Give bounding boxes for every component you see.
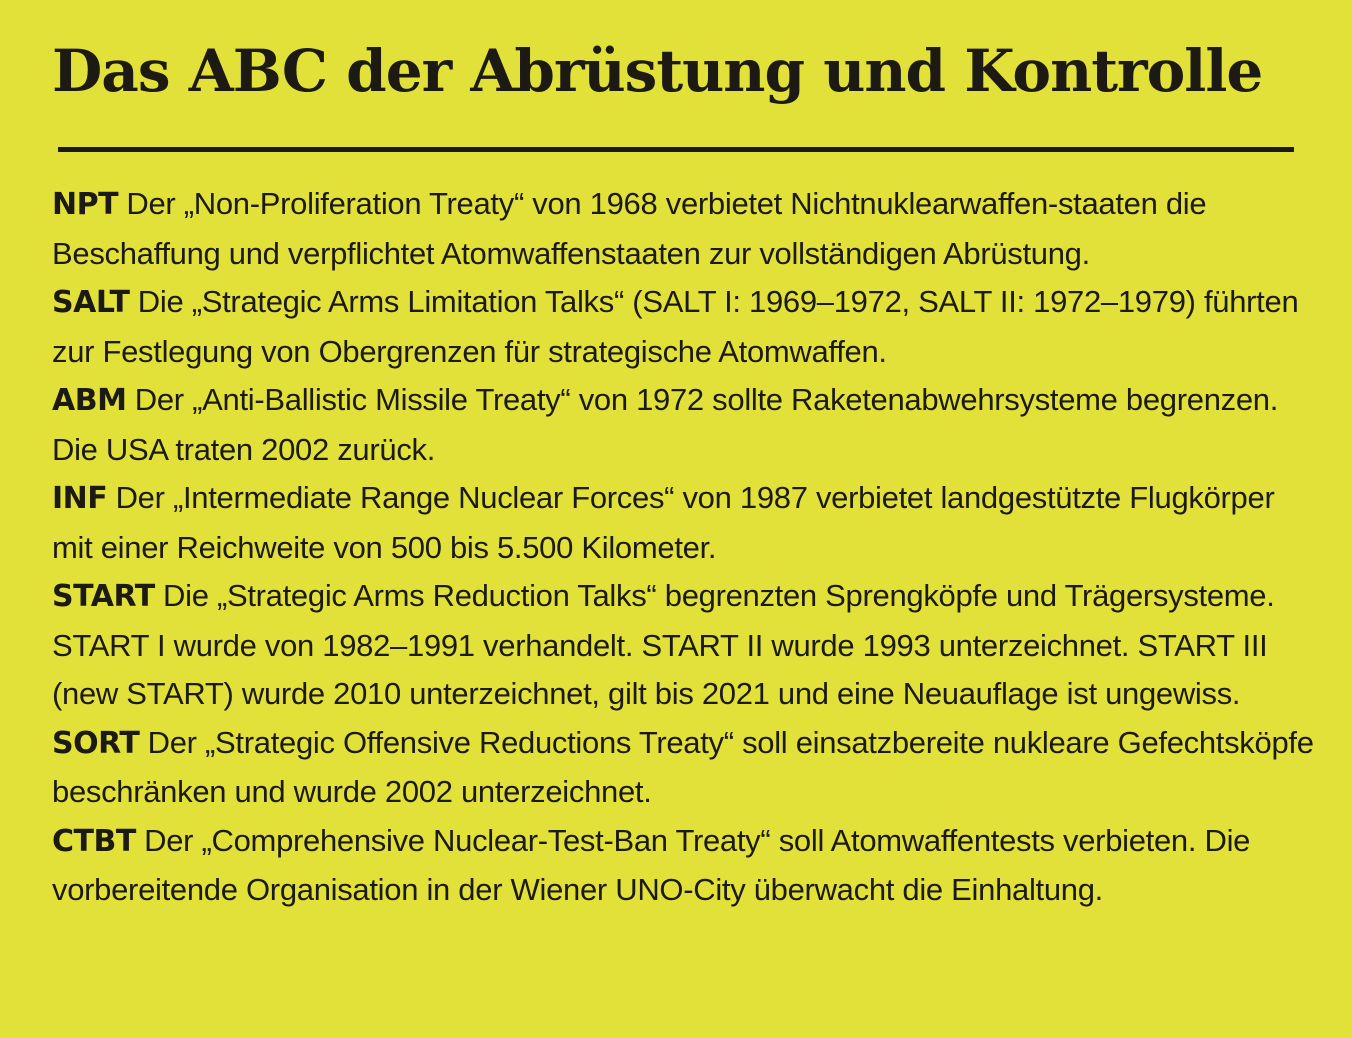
entry-abbreviation: ABM bbox=[52, 383, 127, 418]
entry-abbreviation: CTBT bbox=[52, 823, 136, 859]
entry-text: Die „Strategic Arms Limitation Talks“ (SALT I: 1969–1972, SALT II: 1972–1979) führten zur Festlegung von Obergrenzen für strategische Atomwaffen. bbox=[52, 284, 1299, 369]
entry-start bbox=[52, 572, 1314, 719]
entry-abbreviation: INF bbox=[52, 481, 108, 516]
entry-list bbox=[52, 180, 1314, 915]
entry-text: Der „Non-Proliferation Treaty“ von 1968 verbietet Nichtnuklearwaffen-staaten die Beschaffung und verpflichtet Atomwaffenstaaten zur vollständigen Abrüstung. bbox=[52, 186, 1207, 271]
entry-abbreviation: NPT bbox=[52, 187, 119, 222]
entry-abm bbox=[52, 376, 1314, 474]
entry-text: Der „Strategic Offensive Reductions Treaty“ soll einsatzbereite nukleare Gefechtsköpfe beschränken und wurde 2002 unterzeichnet. bbox=[52, 724, 1314, 809]
page-title: Das ABC der Abrüstung und Kontrolle bbox=[52, 37, 1263, 105]
entry-abbreviation: SALT bbox=[52, 285, 130, 320]
entry-text: Der „Anti-Ballistic Missile Treaty“ von 1972 sollte Raketenabwehrsysteme begrenzen. Die USA traten 2002 zurück. bbox=[52, 382, 1279, 467]
entry-text: Der „Comprehensive Nuclear-Test-Ban Treaty“ soll Atomwaffentests verbieten. Die vorbereitende Organisation in der Wiener UNO-City überwacht die Einhaltung. bbox=[52, 822, 1251, 907]
entry-salt bbox=[52, 278, 1314, 376]
entry-inf bbox=[52, 474, 1314, 572]
entry-ctbt bbox=[52, 817, 1314, 915]
entry-npt bbox=[52, 180, 1314, 278]
entry-text: Die „Strategic Arms Reduction Talks“ begrenzten Sprengköpfe und Trägersysteme. START I wurde von 1982–1991 verhandelt. START II wurde 1993 unterzeichnet. START III (new START) wurde 2010 unterzeichnet, gilt bis 2021 und eine Neuauflage ist ungewiss. bbox=[52, 578, 1275, 711]
entry-abbreviation: SORT bbox=[52, 725, 140, 761]
entry-sort bbox=[52, 719, 1314, 817]
entry-abbreviation: START bbox=[52, 579, 155, 614]
entry-text: Der „Intermediate Range Nuclear Forces“ von 1987 verbietet landgestützte Flugkörper mit einer Reichweite von 500 bis 5.500 Kilometer. bbox=[52, 480, 1275, 565]
title-divider bbox=[58, 147, 1294, 152]
